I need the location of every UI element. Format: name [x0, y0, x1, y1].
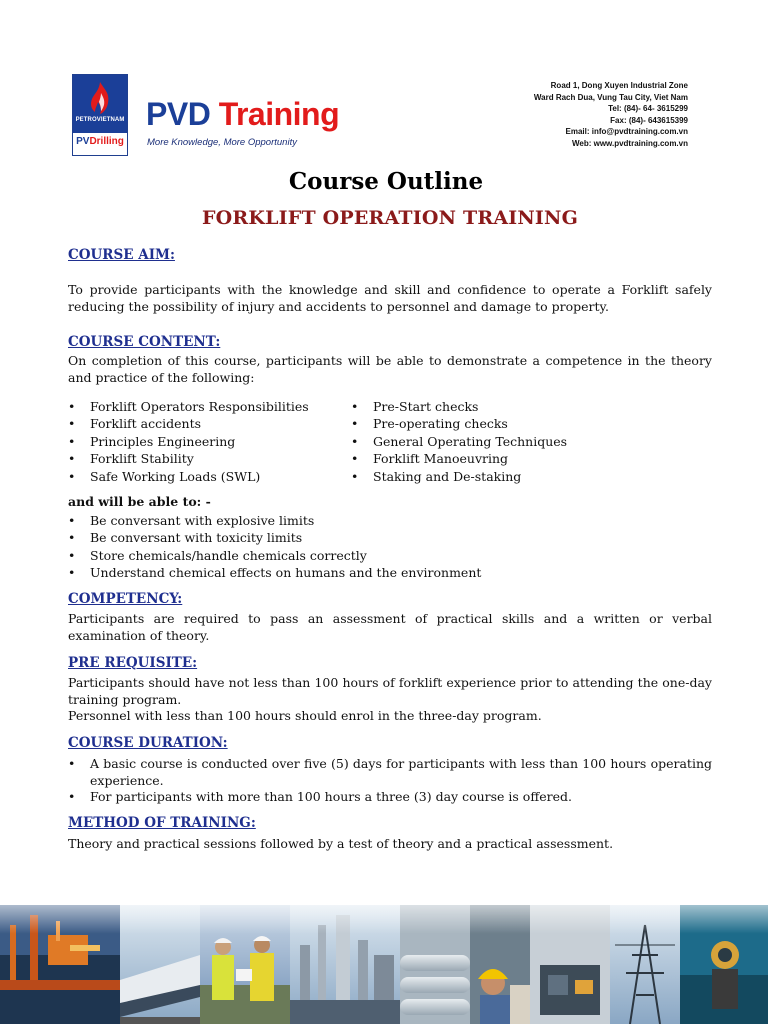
contact-web: Web: www.pvdtraining.com.vn: [571, 138, 688, 148]
course-content-heading: COURSE CONTENT:: [68, 334, 221, 350]
logo-drilling-part: Drilling: [89, 136, 124, 147]
list-item: • General Operating Techniques: [351, 433, 567, 450]
list-item: • Understand chemical effects on humans and the environment: [68, 564, 481, 581]
course-aim-heading: COURSE AIM:: [68, 247, 175, 263]
list-item: • Be conversant with explosive limits: [68, 512, 481, 529]
competency-text: Participants are required to pass an assessment of practical skills and a written or verbal examination of theory.: [68, 611, 712, 643]
brand-training: Training: [218, 96, 340, 132]
list-item: • Be conversant with toxicity limits: [68, 529, 481, 546]
page-title: Course Outline: [288, 168, 484, 195]
course-aim-text: To provide participants with the knowledge and skill and confidence to operate a Forklift safely reducing the possibility of injury and accidents to personnel and damage to property.: [68, 282, 712, 314]
content-list-left: [68, 398, 309, 485]
logo-pv-part: PV: [76, 136, 90, 147]
footer-photo-banner: [0, 885, 768, 1024]
list-item: • Forklift Manoeuvring: [351, 450, 567, 467]
logo-blue-panel: [73, 75, 127, 133]
list-item: • Staking and De-staking: [351, 468, 567, 485]
contact-address-2: Ward Rach Dua, Vung Tau City, Viet Nam: [533, 92, 688, 102]
method-heading: METHOD OF TRAINING:: [68, 815, 256, 831]
course-title: FORKLIFT OPERATION TRAINING: [201, 207, 578, 229]
brand-tagline: More Knowledge, More Opportunity: [147, 137, 297, 148]
able-to-label: and will be able to: -: [68, 494, 211, 509]
duration-heading: COURSE DURATION:: [68, 735, 228, 751]
able-to-list: [68, 512, 481, 582]
list-item: • Safe Working Loads (SWL): [68, 468, 309, 485]
content-list-right: [351, 398, 567, 485]
brand-name: [146, 98, 339, 130]
prerequisite-text-2: Personnel with less than 100 hours should enrol in the three-day program.: [68, 708, 542, 723]
logo-petrovietnam-text: PETROVIETNAM: [75, 117, 125, 123]
competency-heading: COMPETENCY:: [68, 591, 183, 607]
list-item: • Store chemicals/handle chemicals correctly: [68, 547, 481, 564]
flame-icon: [87, 81, 113, 115]
prerequisite-text-1: Participants should have not less than 100 hours of forklift experience prior to attending the one-day training program.: [68, 675, 712, 707]
petrovietnam-logo: [72, 74, 128, 156]
logo-pvdrilling-text: [74, 136, 126, 147]
photo-collage: [0, 885, 768, 1024]
list-item: • A basic course is conducted over five (5) days for participants with less than 100 hours operating experience.: [68, 756, 712, 789]
list-item: • Forklift accidents: [68, 415, 309, 432]
list-item: • Forklift Stability: [68, 450, 309, 467]
contact-email: Email: info@pvdtraining.com.vn: [565, 127, 688, 137]
contact-tel: Tel: (84)- 64- 3615299: [608, 104, 688, 114]
method-text: Theory and practical sessions followed by a test of theory and a practical assessment.: [68, 836, 614, 851]
brand-pvd: PVD: [146, 96, 211, 132]
course-content-intro: On completion of this course, participants will be able to demonstrate a competence in the theory and practice of the following:: [68, 353, 712, 385]
contact-block: [534, 80, 688, 150]
contact-address-1: Road 1, Dong Xuyen Industrial Zone: [550, 81, 688, 90]
prerequisite-heading: PRE REQUISITE:: [68, 655, 198, 671]
contact-fax: Fax: (84)- 643615399: [610, 115, 688, 125]
list-item: • Pre-Start checks: [351, 398, 567, 415]
list-item: • Pre-operating checks: [351, 415, 567, 432]
list-item: • For participants with more than 100 hours a three (3) day course is offered.: [68, 789, 712, 806]
duration-list: [68, 756, 712, 806]
list-item: • Forklift Operators Responsibilities: [68, 398, 309, 415]
list-item: • Principles Engineering: [68, 433, 309, 450]
